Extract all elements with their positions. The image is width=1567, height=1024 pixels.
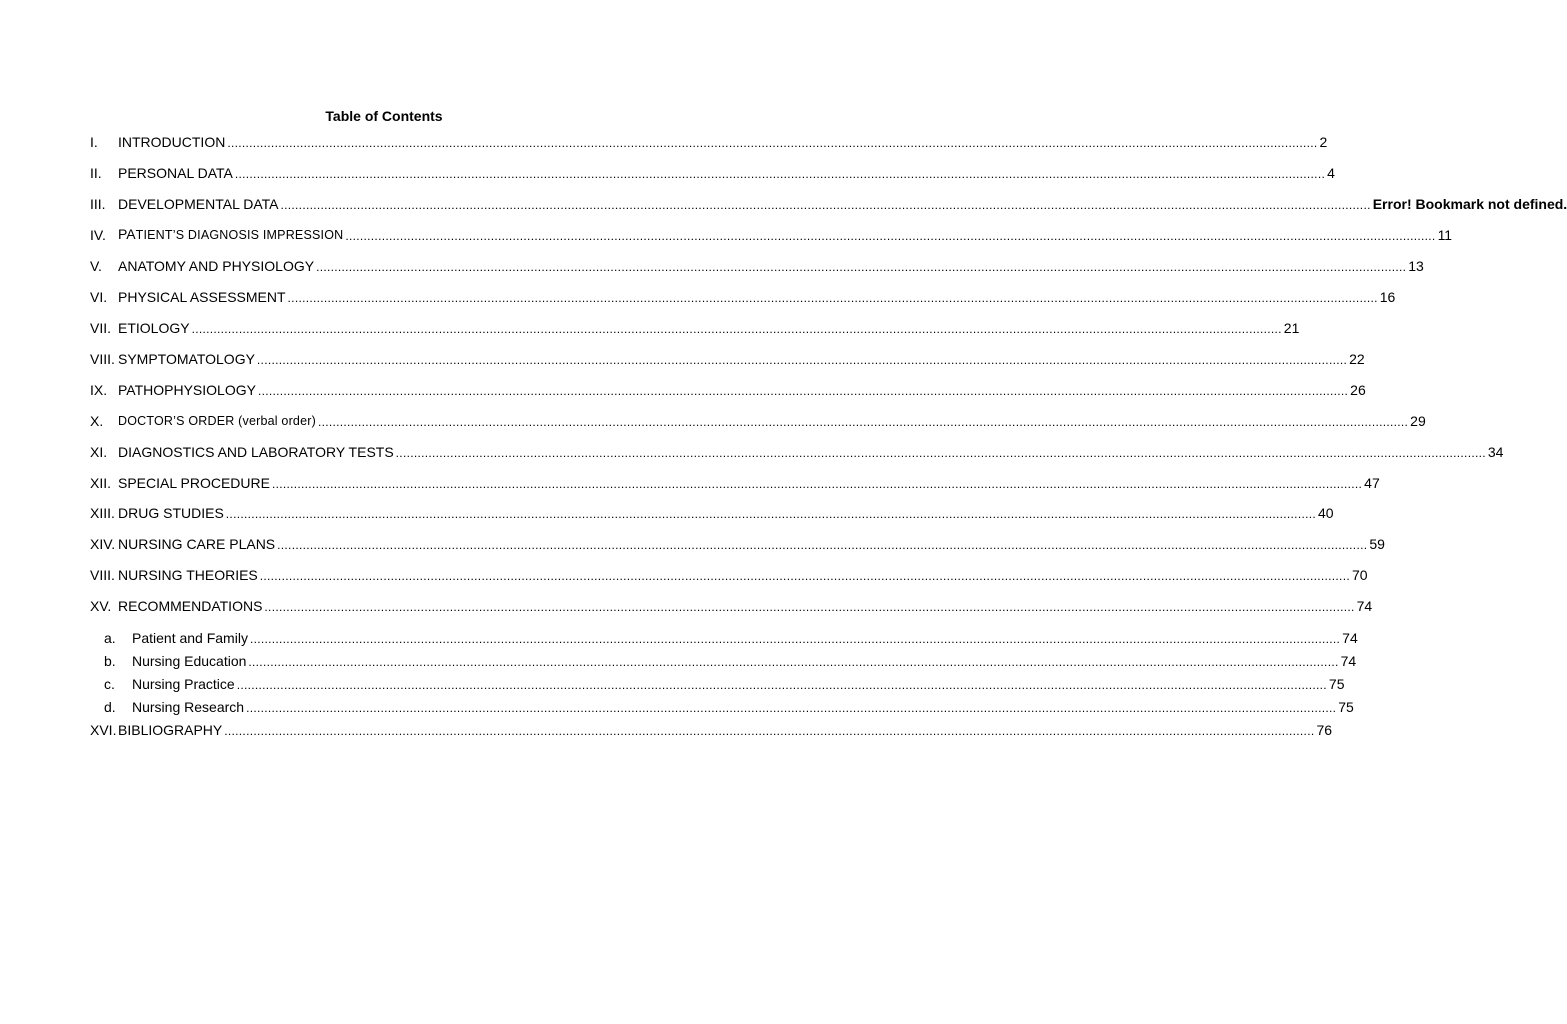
- toc-subentry-patient-family[interactable]: [104, 627, 1358, 647]
- toc-entry-anatomy-physiology[interactable]: [90, 255, 1424, 275]
- entry-page: 2: [1319, 134, 1328, 150]
- toc-entry-diagnosis-impression[interactable]: [90, 224, 1453, 244]
- toc-title: Table of Contents: [325, 108, 443, 124]
- entry-number: III.: [90, 196, 106, 212]
- toc-entry-pathophysiology[interactable]: [90, 379, 1366, 399]
- leader-dots: ............................................................................................................................................................................................................................................................................................................: [264, 600, 1355, 614]
- entry-page: 74: [1340, 653, 1357, 669]
- toc-entry-drug-studies[interactable]: [90, 502, 1334, 522]
- entry-label: DRUG STUDIES: [118, 505, 224, 521]
- entry-page: 40: [1318, 505, 1334, 521]
- leader-dots: ............................................................................................................................................................................................................................................................................................................: [225, 507, 1316, 521]
- entry-number: XV.: [90, 598, 112, 614]
- leader-dots: ............................................................................................................................................................................................................................................................................................................: [248, 655, 1339, 669]
- entry-label: NURSING THEORIES: [118, 567, 258, 583]
- entry-number: X.: [90, 413, 104, 429]
- leader-dots: ............................................................................................................................................................................................................................................................................................................: [316, 260, 1407, 274]
- entry-label: ANATOMY AND PHYSIOLOGY: [118, 258, 315, 274]
- entry-page: 13: [1408, 258, 1424, 274]
- entry-number: VIII.: [90, 567, 115, 583]
- entry-page: 47: [1364, 475, 1380, 491]
- leader-dots: ............................................................................................................................................................................................................................................................................................................: [280, 198, 1371, 212]
- entry-label: PERSONAL DATA: [118, 165, 233, 181]
- entry-label: RECOMMENDATIONS: [118, 598, 263, 614]
- toc-entry-symptomatology[interactable]: [90, 348, 1365, 368]
- entry-label: [118, 225, 343, 244]
- entry-label: Nursing Education: [132, 653, 247, 669]
- entry-number: IX.: [90, 382, 108, 398]
- toc-entry-personal-data[interactable]: [90, 162, 1335, 182]
- leader-dots: ............................................................................................................................................................................................................................................................................................................: [236, 678, 1327, 692]
- entry-page: 16: [1379, 289, 1396, 305]
- entry-number: XIV.: [90, 536, 116, 552]
- toc-entry-developmental-data[interactable]: [90, 193, 1567, 213]
- leader-dots: ............................................................................................................................................................................................................................................................................................................: [259, 569, 1350, 583]
- entry-label: ETIOLOGY: [118, 320, 190, 336]
- entry-number: II.: [90, 165, 102, 181]
- toc-entry-introduction[interactable]: [90, 131, 1328, 151]
- leader-dots: ............................................................................................................................................................................................................................................................................................................: [287, 291, 1378, 305]
- entry-number: a.: [104, 630, 116, 646]
- leader-dots: ............................................................................................................................................................................................................................................................................................................: [234, 167, 1326, 181]
- entry-label: SYMPTOMATOLOGY: [118, 351, 255, 367]
- leader-dots: ............................................................................................................................................................................................................................................................................................................: [257, 384, 1349, 398]
- toc-entry-physical-assessment[interactable]: [90, 286, 1396, 306]
- toc-entry-special-procedure[interactable]: [90, 472, 1380, 492]
- leader-dots: ............................................................................................................................................................................................................................................................................................................: [227, 136, 1318, 150]
- entry-number: I.: [90, 134, 98, 150]
- entry-page-error: Error! Bookmark not defined.: [1372, 196, 1567, 212]
- toc-entry-diagnostics-lab-tests[interactable]: [90, 441, 1504, 461]
- entry-page: 75: [1328, 676, 1345, 692]
- entry-number: c.: [104, 676, 115, 692]
- leader-dots: ............................................................................................................................................................................................................................................................................................................: [249, 632, 1341, 646]
- entry-page: 4: [1327, 165, 1335, 181]
- entry-number: XII.: [90, 475, 112, 491]
- entry-number: VIII.: [90, 351, 115, 367]
- entry-page: 70: [1351, 567, 1368, 583]
- entry-page: 75: [1338, 699, 1354, 715]
- leader-dots: ............................................................................................................................................................................................................................................................................................................: [395, 446, 1486, 460]
- entry-number: XI.: [90, 444, 108, 460]
- entry-label: DOCTOR’S ORDER (verbal order): [118, 414, 316, 428]
- entry-page: 74: [1342, 630, 1358, 646]
- entry-label: Patient and Family: [132, 630, 248, 646]
- leader-dots: ............................................................................................................................................................................................................................................................................................................: [246, 701, 1337, 715]
- toc-entry-nursing-care-plans[interactable]: [90, 533, 1385, 553]
- entry-number: IV.: [90, 227, 106, 243]
- entry-label: INTRODUCTION: [118, 134, 226, 150]
- entry-label: DEVELOPMENTAL DATA: [118, 196, 279, 212]
- entry-label-part: PA: [118, 226, 136, 242]
- entry-page: 59: [1369, 536, 1385, 552]
- toc-entry-recommendations[interactable]: [90, 595, 1373, 615]
- entry-number: b.: [104, 653, 116, 669]
- toc-subentry-nursing-research[interactable]: [104, 696, 1354, 716]
- entry-page: 26: [1350, 382, 1366, 398]
- entry-page: 34: [1487, 444, 1504, 460]
- entry-label: Nursing Research: [132, 699, 245, 715]
- leader-dots: ............................................................................................................................................................................................................................................................................................................: [317, 415, 1409, 429]
- entry-label-part: TIENT’S DIAGNOSIS IMPRESSION: [135, 228, 344, 242]
- entry-number: XIII.: [90, 505, 115, 521]
- entry-label: PHYSICAL ASSESSMENT: [118, 289, 286, 305]
- entry-label: NURSING CARE PLANS: [118, 536, 276, 552]
- toc-entry-nursing-theories[interactable]: [90, 564, 1368, 584]
- entry-page: 21: [1283, 320, 1300, 336]
- entry-page: 22: [1349, 351, 1365, 367]
- leader-dots: ............................................................................................................................................................................................................................................................................................................: [191, 322, 1282, 336]
- toc-subentry-nursing-practice[interactable]: [104, 673, 1345, 693]
- entry-page: 11: [1437, 227, 1453, 243]
- entry-label: DIAGNOSTICS AND LABORATORY TESTS: [118, 444, 394, 460]
- entry-number: VI.: [90, 289, 108, 305]
- leader-dots: ............................................................................................................................................................................................................................................................................................................: [224, 724, 1315, 738]
- entry-number: V.: [90, 258, 102, 274]
- entry-label: SPECIAL PROCEDURE: [118, 475, 270, 491]
- toc-entry-etiology[interactable]: [90, 317, 1300, 337]
- entry-label: BIBLIOGRAPHY: [118, 722, 223, 738]
- entry-number: XVI.: [90, 722, 117, 738]
- leader-dots: ............................................................................................................................................................................................................................................................................................................: [256, 353, 1348, 367]
- leader-dots: ............................................................................................................................................................................................................................................................................................................: [277, 538, 1368, 552]
- entry-number: VII.: [90, 320, 112, 336]
- leader-dots: ............................................................................................................................................................................................................................................................................................................: [345, 229, 1436, 243]
- entry-number: d.: [104, 699, 116, 715]
- entry-label: Nursing Practice: [132, 676, 235, 692]
- entry-page: 74: [1356, 598, 1373, 614]
- leader-dots: ............................................................................................................................................................................................................................................................................................................: [271, 477, 1363, 491]
- toc-entry-doctors-order[interactable]: [90, 410, 1426, 430]
- toc-subentry-nursing-education[interactable]: [104, 650, 1357, 670]
- entry-page: 29: [1410, 413, 1426, 429]
- toc-entry-bibliography[interactable]: [90, 719, 1333, 739]
- entry-label: PATHOPHYSIOLOGY: [118, 382, 256, 398]
- entry-page: 76: [1316, 722, 1333, 738]
